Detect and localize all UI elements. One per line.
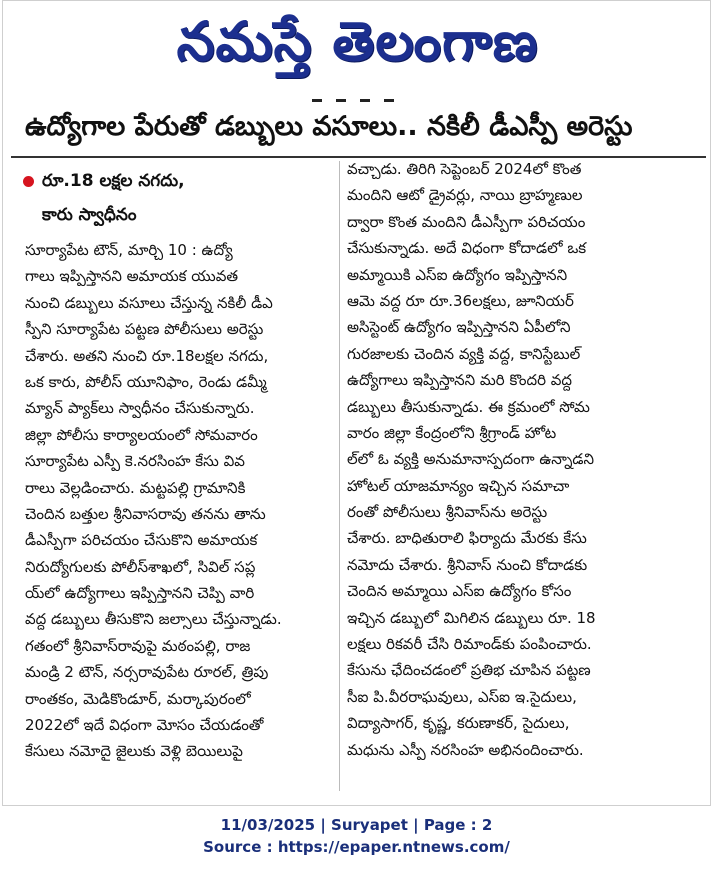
masthead <box>3 9 712 87</box>
article-text-line: నిరుద్యోగులకు పోలీస్‌శాఖలో, సివిల్ సప్ల <box>25 557 256 576</box>
red-bullet-icon <box>23 176 34 187</box>
cut-mark <box>312 99 322 102</box>
cut-mark <box>360 99 370 102</box>
article-text-line: డబ్బులు తీసుకున్నాడు. ఈ క్రమంలో సోమ <box>347 397 590 416</box>
article-text-line: నుంచి డబ్బులు వసూలు చేస్తున్న నకిలీ డీఎ <box>25 293 273 312</box>
article-text-line: రాలు వెల్లడించారు. మట్టపల్లి గ్రామానికి <box>25 478 246 497</box>
article-text-line: లక్షలు రికవరీ చేసి రిమాండ్‌కు పంపించారు. <box>347 635 592 654</box>
article-text-line: సూర్యాపేట టౌన్, మార్చి 10 : ఉద్యో <box>25 241 233 259</box>
article-text-line: గురజాలకు చెందిన వ్యక్తి వద్ద, కానిస్టేబుల్ <box>347 344 581 363</box>
article-text-line: డీఎస్పీగా పరిచయం చేసుకొని అమాయక <box>25 531 258 550</box>
article-text-line: కేసును ఛేదించడంలో ప్రతిభ చూపిన పట్టణ <box>347 661 591 680</box>
article-text-line: చేసుకున్నాడు. అదే విధంగా కోదాడలో ఒక <box>347 239 587 258</box>
article-text-line: ద్వారా కొంత మందిని డీఎస్పీగా పరిచయం <box>347 212 586 231</box>
article-text-line: మండ్రి 2 టౌన్, నర్సరావుపేట రూరల్, త్రిపు <box>25 663 269 682</box>
article-text-line: జిల్లా పోలీసు కార్యాలయంలో సోమవారం <box>25 425 258 444</box>
article-text-line: గాలు ఇప్పిస్తానని అమాయక యువత <box>25 267 239 286</box>
article-headline: ఉద్యోగాల పేరుతో డబ్బులు వసూలు.. నకిలీ డీఎస్పీ అరెస్టు <box>25 111 633 142</box>
article-text-line: హోటల్ యాజమాన్యం ఇచ్చిన సమాచా <box>347 476 570 495</box>
article-text-line: వద్ద డబ్బులు తీసుకొని జల్సాలు చేస్తున్నాడు. <box>25 610 282 629</box>
article-right-column <box>347 156 647 763</box>
article-text-line: వచ్చాడు. తిరిగి సెప్టెంబర్ 2024లో కొంత <box>347 160 582 178</box>
article-text-line: అమ్మాయికి ఎస్ఐ ఉద్యోగం ఇప్పిస్తానని <box>347 265 568 284</box>
cut-mark <box>384 99 394 102</box>
column-divider <box>339 161 340 791</box>
article-text-line: చెందిన బత్తుల శ్రీనివాసరావు తనను తాను <box>25 504 266 523</box>
article-text-line: నమోదు చేశారు. శ్రీనివాస్ నుంచి కోదాడకు <box>347 555 588 574</box>
footer-source-link[interactable]: Source : https://epaper.ntnews.com/ <box>203 838 510 856</box>
article-text-line: కేసులు నమోదై జైలుకు వెళ్లి బెయిలుపై <box>25 742 243 761</box>
article-text-line: ఒక కారు, పోలీస్ యూనిఫాం, రెండు డమ్మీ <box>25 372 267 391</box>
article-text-line: సీఐ పి.వీరరాఘవులు, ఎస్ఐ ఇ.సైదులు, <box>347 687 577 706</box>
article-text-line: య్‌లో ఉద్యోగాలు ఇప్పిస్తానని చెప్పి వారి <box>25 584 255 603</box>
article-text-line: విద్యాసాగర్, కృష్ణ, కరుణాకర్, సైదులు, <box>347 714 570 733</box>
subhead-line-1 <box>23 164 323 198</box>
article-text-line: వారం జిల్లా కేంద్రంలోని శ్రీగ్రాండ్ హోట <box>347 423 557 442</box>
article-text-line: చేశారు. అతని నుంచి రూ.18లక్షల నగదు, <box>25 346 269 365</box>
article-left-column <box>25 237 327 765</box>
article-text-line: ఉద్యోగాలు ఇప్పిస్తానని మరి కొందరి వద్ద <box>347 371 573 390</box>
subhead-text: రూ.18 లక్షల నగదు, <box>42 171 185 191</box>
masthead-logo: నమస్తే తెలంగాణ <box>176 9 539 73</box>
cut-mark <box>336 99 346 102</box>
article-text-line: రాంతకం, మెడికొండూర్, మర్కాపురంలో <box>25 689 251 708</box>
article-text-line: మధును ఎస్పీ నరసింహ అభినందించారు. <box>347 740 584 759</box>
article-text-line: ల్‌లో ఓ వ్యక్తి అనుమానాస్పదంగా ఉన్నాడని <box>347 450 595 469</box>
article-text-line: గతంలో శ్రీనివాస్‌రావుపై మఠంపల్లి, రాజ <box>25 636 251 655</box>
article-text-line: మందిని ఆటో డ్రైవర్లు, నాయి బ్రాహ్మణుల <box>347 186 583 205</box>
article-text-line: అసిస్టెంట్ ఉద్యోగం ఇప్పిస్తానని ఏపీలోని <box>347 318 571 337</box>
newspaper-clip <box>2 0 711 806</box>
article-text-line: చెందిన అమ్మాయి ఎస్ఐ ఉద్యోగం కోసం <box>347 582 572 601</box>
source-footer <box>0 814 713 858</box>
article-subhead <box>23 164 323 232</box>
article-text-line: స్పీని సూర్యాపేట పట్టణ పోలీసులు అరెస్టు <box>25 320 264 339</box>
article-text-line: మ్యాన్ ప్యాక్‌లు స్వాధీనం చేసుకున్నారు. <box>25 399 255 418</box>
article-text-line: సూర్యాపేట ఎస్పీ కె.నరసింహ కేసు వివ <box>25 452 245 471</box>
article-text-line: ఇచ్చిన డబ్బులో మిగిలిన డబ్బులు రూ. 18 <box>347 608 596 627</box>
subhead-line-2: కారు స్వాధీనం <box>42 205 137 225</box>
footer-date-page: 11/03/2025 | Suryapet | Page : 2 <box>220 816 493 834</box>
article-text-line: 2022లో ఇదే విధంగా మోసం చేయడంతో <box>25 716 264 735</box>
article-text-line: చేశారు. బాధితురాలి ఫిర్యాదు మేరకు కేసు <box>347 529 587 548</box>
article-text-line: రంతో పోలీసులు శ్రీనివాస్‌ను అరెస్టు <box>347 503 548 522</box>
cut-marks <box>293 99 413 105</box>
article-text-line: ఆమె వద్ద రూ రూ.36లక్షలు, జూనియర్ <box>347 291 574 310</box>
